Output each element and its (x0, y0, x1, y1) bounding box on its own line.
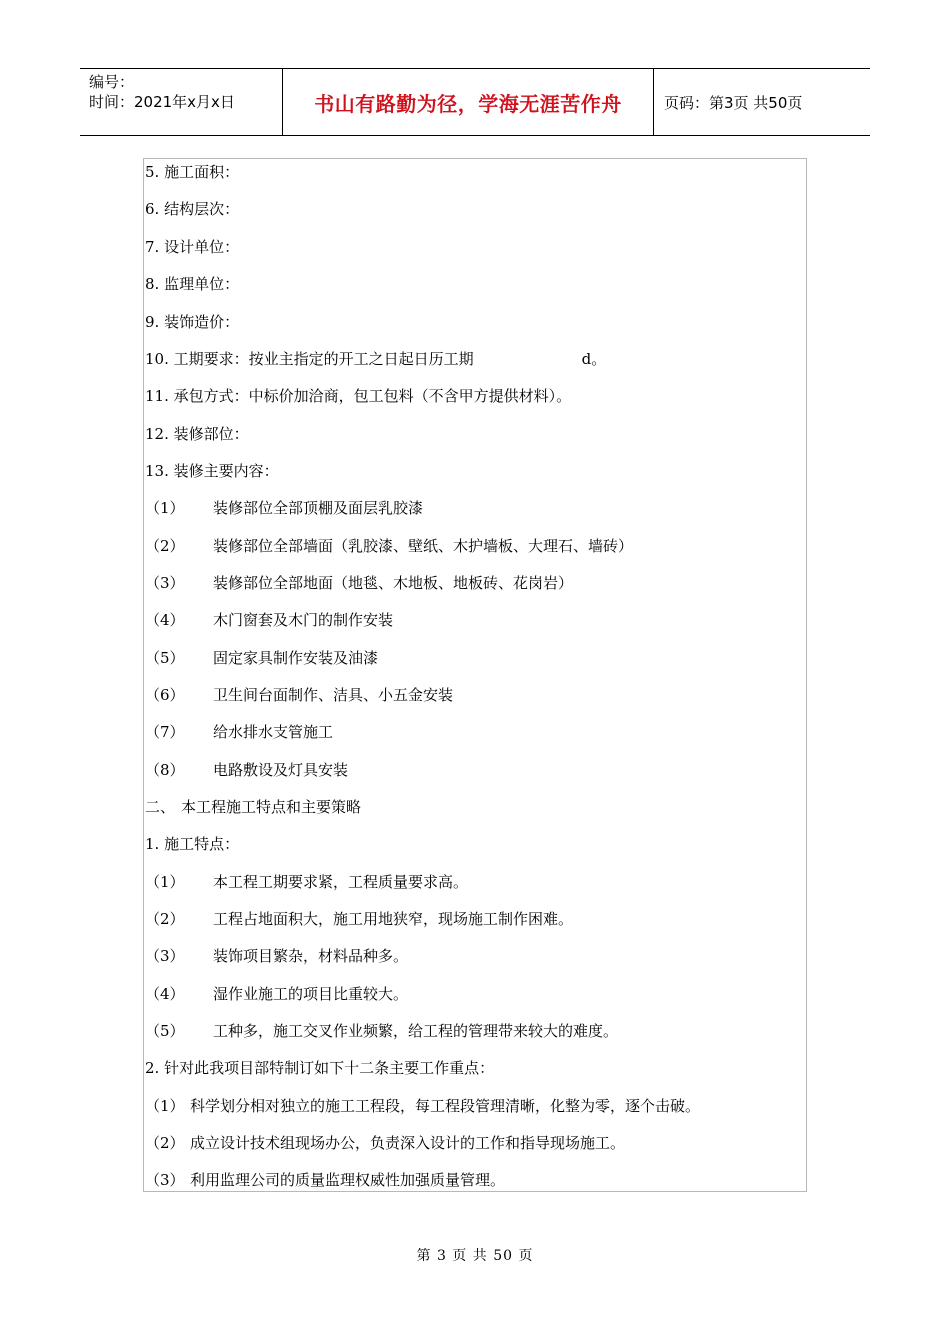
item-text: 电路敷设及灯具安装 (213, 761, 349, 779)
decoration-item (145, 684, 453, 706)
decoration-item (145, 535, 633, 557)
header-meta (80, 69, 282, 135)
header-page-info-cell (654, 69, 870, 135)
item-text: 装修部位全部墙面（乳胶漆、壁纸、木护墙板、大理石、墙砖） (213, 537, 634, 555)
item-text: 装饰项目繁杂，材料品种多。 (213, 947, 409, 965)
time-label: 时间：2021年x月x日 (89, 93, 235, 111)
feature-item (145, 908, 573, 930)
item-text: 湿作业施工的项目比重较大。 (213, 985, 409, 1003)
info-line-supervisor: 8. 监理单位： (145, 275, 240, 293)
section-title: 本工程施工特点和主要策略 (181, 798, 362, 816)
info-line-cost: 9. 装饰造价： (145, 313, 240, 331)
item-number: （3） (145, 947, 185, 965)
item-number: （6） (145, 686, 185, 704)
feature-item (145, 1020, 618, 1042)
item-number: （1） (145, 873, 185, 891)
item-text: 固定家具制作安装及油漆 (213, 649, 379, 667)
number-label: 编号： (89, 73, 135, 91)
focus-item (145, 1132, 625, 1154)
item-number: （3） (145, 574, 185, 592)
header-motto-cell (282, 69, 654, 135)
header-page-info: 页码：第3页 共50页 (664, 93, 803, 112)
feature-item (145, 871, 468, 893)
item-number: （2） (145, 537, 185, 555)
item-number: （2） (145, 910, 185, 928)
info-line-structure: 6. 结构层次： (145, 200, 240, 218)
item-text: 装修部位全部地面（地毯、木地板、地板砖、花岗岩） (213, 574, 574, 592)
schedule-text: 10. 工期要求：按业主指定的开工之日起日历工期 (145, 350, 474, 368)
decoration-item (145, 759, 348, 781)
item-number: （5） (145, 649, 185, 667)
features-heading: 1. 施工特点： (145, 835, 240, 853)
item-text: 工种多，施工交叉作业频繁，给工程的管理带来较大的难度。 (213, 1022, 619, 1040)
item-number: （4） (145, 985, 185, 1003)
focus-item (145, 1169, 505, 1191)
item-number: （1） (145, 499, 185, 517)
info-line-schedule (145, 348, 606, 370)
schedule-unit: d。 (581, 350, 607, 368)
focus-heading: 2. 针对此我项目部特制订如下十二条主要工作重点： (145, 1059, 495, 1077)
feature-item (145, 945, 408, 967)
decoration-item (145, 572, 573, 594)
item-text: 科学划分相对独立的施工工程段，每工程段管理清晰，化整为零，逐个击破。 (190, 1097, 701, 1115)
decoration-item (145, 721, 333, 743)
item-number: （8） (145, 761, 185, 779)
item-text: 成立设计技术组现场办公，负责深入设计的工作和指导现场施工。 (190, 1134, 626, 1152)
item-text: 利用监理公司的质量监理权威性加强质量管理。 (190, 1171, 506, 1189)
info-line-contract: 11. 承包方式：中标价加洽商，包工包料（不含甲方提供材料）。 (145, 387, 572, 405)
info-line-parts: 12. 装修部位： (145, 425, 249, 443)
page-header (80, 68, 870, 136)
item-number: （2） (145, 1134, 185, 1152)
page-footer: 第 3 页 共 50 页 (416, 1248, 534, 1264)
item-text: 卫生间台面制作、洁具、小五金安装 (213, 686, 454, 704)
info-line-content: 13. 装修主要内容： (145, 462, 279, 480)
content-box (143, 158, 807, 1192)
item-text: 给水排水支管施工 (213, 723, 334, 741)
item-number: （1） (145, 1097, 185, 1115)
feature-item (145, 983, 408, 1005)
info-line-area: 5. 施工面积： (145, 163, 240, 181)
item-number: （3） (145, 1171, 185, 1189)
item-text: 工程占地面积大，施工用地狭窄，现场施工制作困难。 (213, 910, 574, 928)
item-number: （5） (145, 1022, 185, 1040)
section-number: 二、 (145, 798, 176, 816)
item-number: （7） (145, 723, 185, 741)
decoration-item (145, 497, 423, 519)
focus-item (145, 1095, 700, 1117)
item-number: （4） (145, 611, 185, 629)
item-text: 木门窗套及木门的制作安装 (213, 611, 394, 629)
decoration-item (145, 647, 378, 669)
item-text: 本工程工期要求紧，工程质量要求高。 (213, 873, 469, 891)
item-text: 装修部位全部顶棚及面层乳胶漆 (213, 499, 424, 517)
section-heading (145, 796, 361, 818)
decoration-item (145, 609, 393, 631)
header-motto: 书山有路勤为径，学海无涯苦作舟 (314, 91, 622, 116)
info-line-designer: 7. 设计单位： (145, 238, 240, 256)
